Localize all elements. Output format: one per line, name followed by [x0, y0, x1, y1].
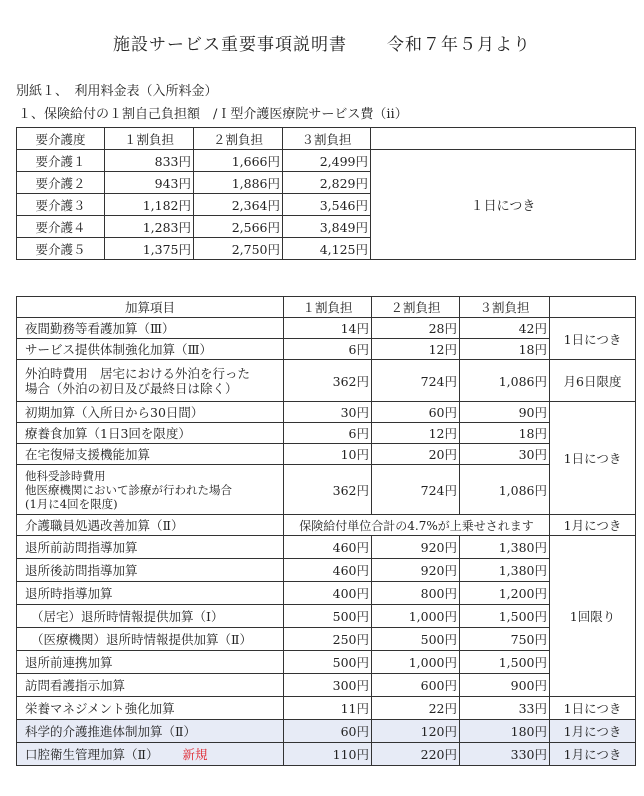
care-level: 要介護３ — [17, 194, 105, 216]
addon-item: （居宅）退所時情報提供加算（Ⅰ） — [17, 605, 284, 628]
fee-10pct: 60円 — [284, 720, 372, 743]
fee-30pct: 3,546円 — [283, 194, 371, 216]
fee-10pct: 300円 — [284, 674, 372, 697]
header-20pct: ２割負担 — [372, 297, 460, 318]
table-row — [17, 651, 636, 674]
fee-20pct: 12円 — [372, 339, 460, 360]
section-subtitle: １、保険給付の１割自己負担額 /Ｉ型介護医療院サービス費（ⅱ） — [18, 107, 408, 122]
base-fee-table — [16, 127, 636, 260]
fee-20pct: 22円 — [372, 697, 460, 720]
fee-10pct: 30円 — [284, 402, 372, 423]
header-20pct: ２割負担 — [194, 128, 283, 150]
table-row — [17, 515, 636, 536]
fee-30pct: 900円 — [460, 674, 550, 697]
fee-30pct: 4,125円 — [283, 238, 371, 260]
table-row-highlighted — [17, 720, 636, 743]
table-row — [17, 318, 636, 339]
header-10pct: １割負担 — [105, 128, 194, 150]
addon-item: 介護職員処遇改善加算（Ⅱ） — [17, 515, 284, 536]
addon-item: 退所前連携加算 — [17, 651, 284, 674]
fee-20pct: 120円 — [372, 720, 460, 743]
fee-30pct: 42円 — [460, 318, 550, 339]
fee-20pct: 600円 — [372, 674, 460, 697]
header-item: 加算項目 — [17, 297, 284, 318]
care-level: 要介護４ — [17, 216, 105, 238]
fee-30pct: 330円 — [460, 743, 550, 766]
fee-20pct: 20円 — [372, 444, 460, 465]
fee-30pct: 90円 — [460, 402, 550, 423]
period-cell: 月6日限度 — [550, 360, 636, 402]
period-cell: １日につき — [371, 150, 636, 260]
addon-item: 在宅復帰支援機能加算 — [17, 444, 284, 465]
fee-30pct: 3,849円 — [283, 216, 371, 238]
header-period — [550, 297, 636, 318]
header-30pct: ３割負担 — [283, 128, 371, 150]
fee-10pct: 500円 — [284, 651, 372, 674]
table-row — [17, 402, 636, 423]
table-row — [17, 360, 636, 402]
table-row — [17, 628, 636, 651]
header-care-level: 要介護度 — [17, 128, 105, 150]
fee-20pct: 2,750円 — [194, 238, 283, 260]
fee-30pct: 1,500円 — [460, 651, 550, 674]
fee-30pct: 1,200円 — [460, 582, 550, 605]
fee-30pct: 33円 — [460, 697, 550, 720]
header-period — [371, 128, 636, 150]
period-cell: 1日につき — [550, 402, 636, 515]
table-row — [17, 697, 636, 720]
table-row — [17, 423, 636, 444]
fee-10pct: 110円 — [284, 743, 372, 766]
period-cell: 1日につき — [550, 318, 636, 360]
fee-10pct: 6円 — [284, 339, 372, 360]
table-row — [17, 674, 636, 697]
fee-30pct: 2,829円 — [283, 172, 371, 194]
table-header-row — [17, 128, 636, 150]
fee-30pct: 1,086円 — [460, 465, 550, 515]
addon-item: 夜間勤務等看護加算（Ⅲ） — [17, 318, 284, 339]
fee-10pct: 500円 — [284, 605, 372, 628]
fee-20pct: 220円 — [372, 743, 460, 766]
fee-30pct: 30円 — [460, 444, 550, 465]
fee-10pct: 460円 — [284, 536, 372, 559]
fee-30pct: 18円 — [460, 423, 550, 444]
header-10pct: １割負担 — [284, 297, 372, 318]
addon-fee-table — [16, 296, 636, 766]
addon-item: 栄養マネジメント強化加算 — [17, 697, 284, 720]
fee-10pct: 400円 — [284, 582, 372, 605]
new-badge: 新規 — [182, 747, 208, 762]
fee-10pct: 943円 — [105, 172, 194, 194]
fee-20pct: 920円 — [372, 536, 460, 559]
addon-item-cell — [17, 743, 284, 766]
table-row — [17, 444, 636, 465]
fee-30pct: 2,499円 — [283, 150, 371, 172]
care-level: 要介護５ — [17, 238, 105, 260]
fee-20pct: 500円 — [372, 628, 460, 651]
fee-30pct: 1,380円 — [460, 559, 550, 582]
care-level: 要介護１ — [17, 150, 105, 172]
title-text: 施設サービス重要事項説明書 — [113, 35, 347, 55]
fee-20pct: 2,566円 — [194, 216, 283, 238]
fee-20pct: 724円 — [372, 465, 460, 515]
care-level: 要介護２ — [17, 172, 105, 194]
fee-10pct: 1,375円 — [105, 238, 194, 260]
fee-30pct: 750円 — [460, 628, 550, 651]
document-title — [0, 30, 644, 55]
fee-10pct: 10円 — [284, 444, 372, 465]
table-row — [17, 150, 636, 172]
fee-20pct: 2,364円 — [194, 194, 283, 216]
addon-item: 療養食加算（1日3回を限度） — [17, 423, 284, 444]
fee-20pct: 60円 — [372, 402, 460, 423]
effective-date: 令和７年５月より — [387, 35, 531, 55]
addon-item: 退所前訪問指導加算 — [17, 536, 284, 559]
table-row — [17, 605, 636, 628]
addon-item: 科学的介護推進体制加算（Ⅱ） — [17, 720, 284, 743]
addon-item: サービス提供体制強化加算（Ⅲ） — [17, 339, 284, 360]
table-row — [17, 465, 636, 515]
addon-item: 退所時指導加算 — [17, 582, 284, 605]
table-row — [17, 339, 636, 360]
fee-20pct: 1,000円 — [372, 605, 460, 628]
fee-10pct: 14円 — [284, 318, 372, 339]
period-cell: 1月につき — [550, 743, 636, 766]
fee-10pct: 460円 — [284, 559, 372, 582]
header-30pct: ３割負担 — [460, 297, 550, 318]
addon-item: 口腔衛生管理加算（Ⅱ） — [25, 747, 159, 762]
fee-10pct: 833円 — [105, 150, 194, 172]
fee-note: 保険給付単位合計の4.7%が上乗せされます — [284, 515, 550, 536]
fee-10pct: 11円 — [284, 697, 372, 720]
fee-20pct: 800円 — [372, 582, 460, 605]
fee-20pct: 28円 — [372, 318, 460, 339]
fee-30pct: 1,380円 — [460, 536, 550, 559]
table-row-highlighted — [17, 743, 636, 766]
period-cell: 1月につき — [550, 720, 636, 743]
addon-item: 外泊時費用 居宅における外泊を行った 場合（外泊の初日及び最終日は除く） — [17, 360, 284, 402]
table-row — [17, 559, 636, 582]
fee-30pct: 180円 — [460, 720, 550, 743]
fee-30pct: 1,086円 — [460, 360, 550, 402]
addon-item: （医療機関）退所時情報提供加算（Ⅱ） — [17, 628, 284, 651]
period-cell: 1月につき — [550, 515, 636, 536]
addon-item: 他科受診時費用 他医療機関において診療が行われた場合 (1月に4回を限度) — [17, 465, 284, 515]
fee-20pct: 1,886円 — [194, 172, 283, 194]
period-cell: 1回限り — [550, 536, 636, 697]
fee-10pct: 6円 — [284, 423, 372, 444]
fee-10pct: 362円 — [284, 465, 372, 515]
section-label: 別紙１、 利用料金表（入所料金） — [16, 84, 218, 99]
table-header-row — [17, 297, 636, 318]
table-row — [17, 536, 636, 559]
fee-20pct: 1,000円 — [372, 651, 460, 674]
table-row — [17, 582, 636, 605]
fee-10pct: 1,182円 — [105, 194, 194, 216]
period-cell: 1日につき — [550, 697, 636, 720]
addon-item: 退所後訪問指導加算 — [17, 559, 284, 582]
fee-30pct: 1,500円 — [460, 605, 550, 628]
fee-20pct: 920円 — [372, 559, 460, 582]
fee-30pct: 18円 — [460, 339, 550, 360]
fee-10pct: 362円 — [284, 360, 372, 402]
addon-item: 初期加算（入所日から30日間） — [17, 402, 284, 423]
addon-item: 訪問看護指示加算 — [17, 674, 284, 697]
fee-10pct: 1,283円 — [105, 216, 194, 238]
fee-20pct: 12円 — [372, 423, 460, 444]
fee-20pct: 1,666円 — [194, 150, 283, 172]
fee-10pct: 250円 — [284, 628, 372, 651]
fee-20pct: 724円 — [372, 360, 460, 402]
